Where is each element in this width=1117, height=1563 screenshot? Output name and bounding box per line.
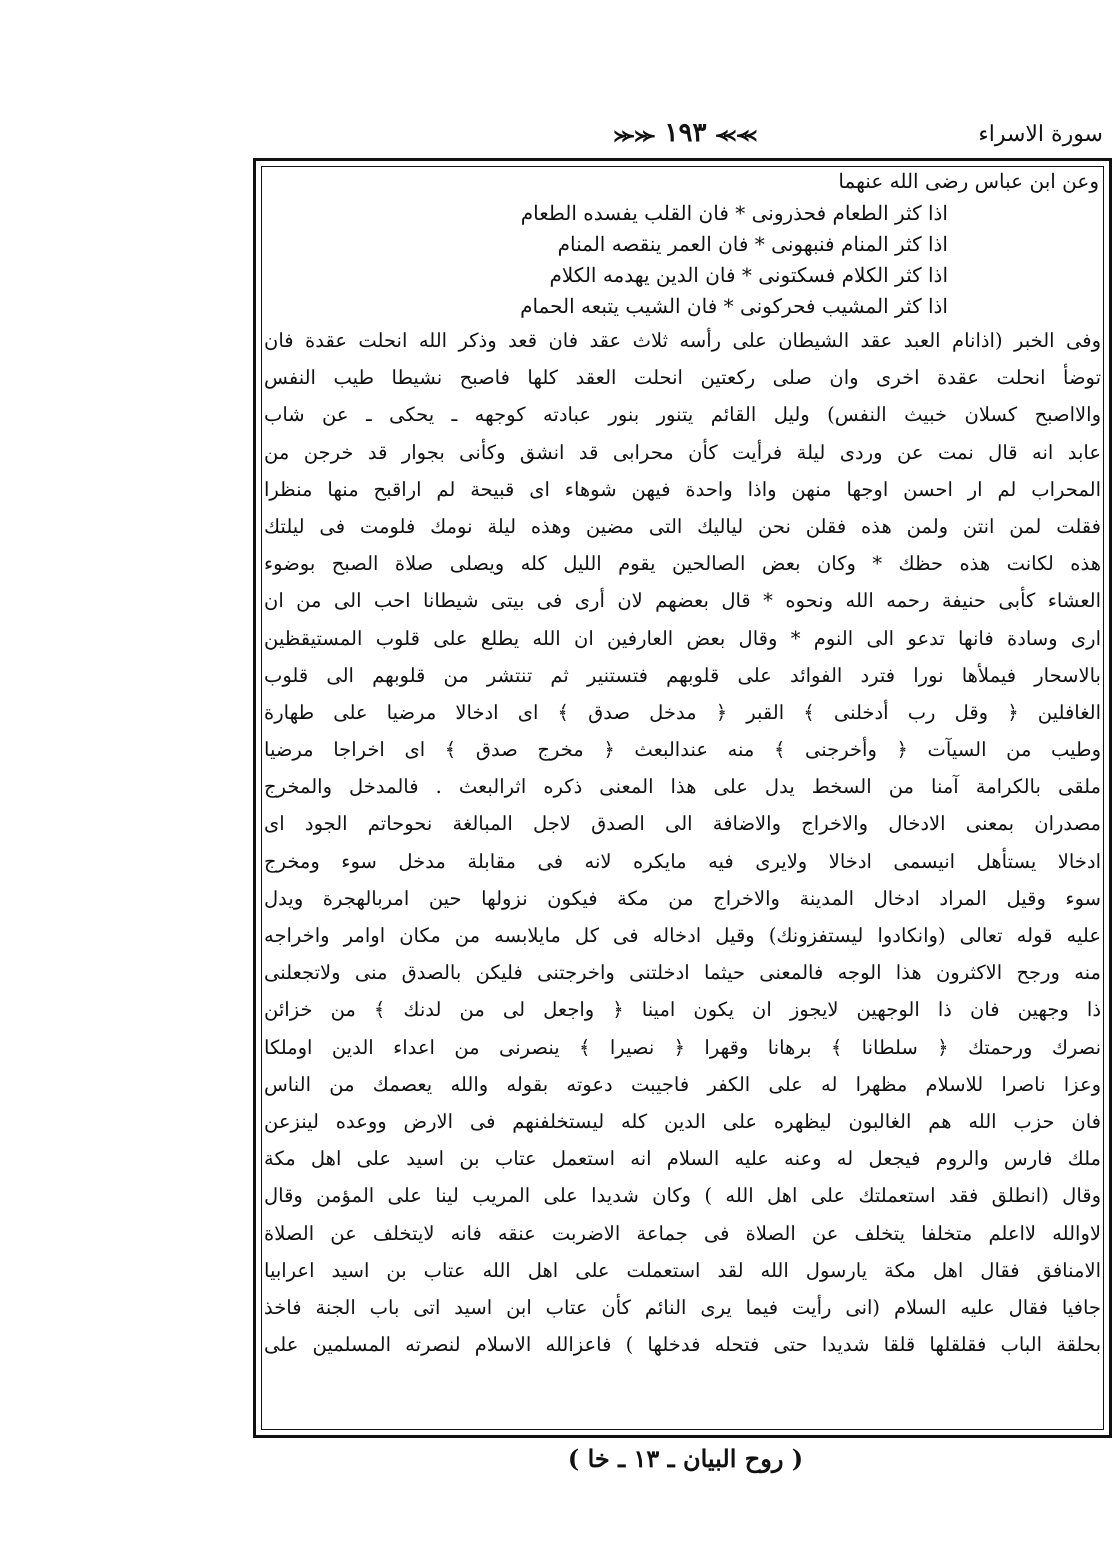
text-line: عليه قوله تعالى (وانكادوا ليستفزونك) وقيل ادخاله فى كل مايلابسه من مكان اوامر واخراجه bbox=[264, 924, 1101, 947]
text-line: ذا وجهين فان ذا الوجهين لايجوز ان يكون امينا ﴿ واجعل لى من لدنك ﴾ من خزائن bbox=[264, 998, 1101, 1022]
poem-verse: اذا كثر الكلام فسكتونى * فان الدين يهدمه الكلام bbox=[549, 263, 948, 287]
text-line: وفى الخبر (اذانام العبد عقد الشيطان على رأسه ثلاث عقد فان قعد وذكر الله انحلت عقدة فان bbox=[264, 329, 1101, 352]
text-line: عابد انه قال نمت عن وردى ليلة فرأيت كأن محرابى قد انشق وكأنى بجوار قد خرجن من bbox=[264, 440, 1101, 464]
text-line: وقال (انطلق فقد استعملتك على اهل الله ) وكان شديدا على المريب لينا على المؤمن وقال bbox=[264, 1184, 1101, 1208]
page-number: ١٩٣ bbox=[664, 118, 707, 148]
poem-verse: اذا كثر المشيب فحركونى * فان الشيب يتبعه الحمام bbox=[520, 294, 948, 318]
text-line: ملقى بالكرامة آمنا من السخط يدل على هذا المعنى ذكره اثرالبعث . فالمدخل والمخرج bbox=[264, 775, 1101, 799]
text-line: فقلت لمن انتن ولمن هذه فقلن نحن لياليك التى مضين وهذه ليلة نومك فلومت فى ليلتك bbox=[264, 514, 1101, 538]
text-line: والااصبح كسلان خبيث النفس) وليل القائم يتنور بنور عبادته كوجهه ـ يحكى ـ عن شاب bbox=[264, 403, 1101, 427]
text-line: الغافلين ﴿ وقل رب أدخلنى ﴾ القبر ﴿ مدخل صدق ﴾ اى ادخالا مرضيا على طهارة bbox=[264, 700, 1101, 724]
text-line: ارى وسادة فانها تدعو الى النوم * وقال بعض العارفين ان الله يطلع على قلوب المستيقظين bbox=[264, 626, 1101, 650]
ornament-left: ⪻⪻ bbox=[613, 121, 656, 147]
surah-name: سورة الاسراء bbox=[978, 122, 1103, 147]
page-footer bbox=[258, 1444, 1113, 1484]
intro-line: وعن ابن عباس رضى الله عنهما bbox=[838, 169, 1099, 193]
book-signature: ( روح البيان ـ ١٣ ـ خا ) bbox=[567, 1444, 804, 1473]
poem-verse: اذا كثر الطعام فحذرونى * فان القلب يفسده الطعام bbox=[520, 201, 948, 225]
text-line: فان حزب الله هم الغالبون ليظهره على الدين كله ليستخلفنهم فى الارض ووعده لينزعن bbox=[264, 1109, 1101, 1133]
text-line: هذه لكانت هذه حظك * وكان بعض الصالحين يقوم الليل كله ويصلى صلاة الصبح بوضوء bbox=[264, 552, 1101, 576]
page-header bbox=[258, 118, 1113, 156]
text-line: بحلقة الباب فقلقلها قلقا شديدا حتى فتحله فدخلها ) فاعزالله الاسلام لنصرته المسلمين على bbox=[264, 1333, 1101, 1357]
text-line: العشاء كأبى حنيفة رحمه الله ونحوه * قال بعضهم لان أرى فى بيتى شيطانا احب الى من ان bbox=[264, 589, 1101, 613]
text-line: لاوالله لااعلم متخلفا يتخلف عن الصلاة فى جماعة الاضربت عنقه فانه لايتخلف عن الصلاة bbox=[264, 1221, 1101, 1245]
text-line: سوء وقيل المراد ادخال المدينة والاخراج من مكة فيكون نزولها حين امربالهجرة ويدل bbox=[264, 886, 1101, 910]
text-line: الامنافق فقال اهل مكة يارسول الله لقد استعملت على اهل الله عتاب بن اسيد اعرابيا bbox=[264, 1258, 1101, 1282]
prose-text bbox=[262, 322, 1103, 1363]
text-line: المحراب لم ار احسن اوجها منهن واذا واحدة فيهن شوهاء اى قبيحة لم اراقبح منها منظرا bbox=[264, 477, 1101, 501]
text-line: توضأ انحلت عقدة اخرى وان صلى ركعتين انحلت العقد كلها فاصبح نشيطا طيب النفس bbox=[264, 366, 1101, 390]
text-line: نصرك ورحمتك ﴿ سلطانا ﴾ برهانا وقهرا ﴿ نصيرا ﴾ ينصرنى من اعداء الدين اوملكا bbox=[264, 1035, 1101, 1059]
text-line: منه ورجح الاكثرون هذا الوجه فالمعنى حيثما ادخلتنى واخرجتنى فليكن بالصدق منى ولاتجعلنى bbox=[264, 961, 1101, 985]
text-line: بالاسحار فيملأها نورا فترد الفوائد على قلوبهم فتستنير ثم تنتشر من قلوبهم الى قلوب bbox=[264, 663, 1101, 687]
text-line: وعزا ناصرا للاسلام مظهرا له على الكفر فاجيبت دعوته بقوله والله يعصمك من الناس bbox=[264, 1072, 1101, 1096]
text-line: جافيا فقال عليه السلام (انى رأيت فيما يرى النائم كأن عتاب ابن اسيد اتى باب الجنة فاخذ bbox=[264, 1295, 1101, 1319]
text-line: ملك فارس والروم فيجعل له وعنه عليه السلام انه استعمل عتاب بن اسيد على اهل مكة bbox=[264, 1147, 1101, 1171]
text-line: مصدران بمعنى الادخال والاخراج والاضافة الى الصدق لاجل المبالغة نحوحاتم الجود اى bbox=[264, 812, 1101, 836]
page-body bbox=[262, 166, 1103, 1428]
text-line: وطيب من السيآت ﴿ وأخرجنى ﴾ منه عندالبعث ﴿ مخرج صدق ﴾ اى اخراجا مرضيا bbox=[264, 738, 1101, 762]
text-line: ادخالا يستأهل انيسمى ادخالا ولايرى فيه مايكره لانه فى مقابلة مدخل سوء ومخرج bbox=[264, 849, 1101, 873]
page-number-group bbox=[614, 118, 757, 148]
poem-verse: اذا كثر المنام فنبهونى * فان العمر ينقصه المنام bbox=[557, 232, 948, 256]
ornament-right: ⪼⪼ bbox=[715, 121, 758, 147]
poem bbox=[262, 198, 1103, 322]
